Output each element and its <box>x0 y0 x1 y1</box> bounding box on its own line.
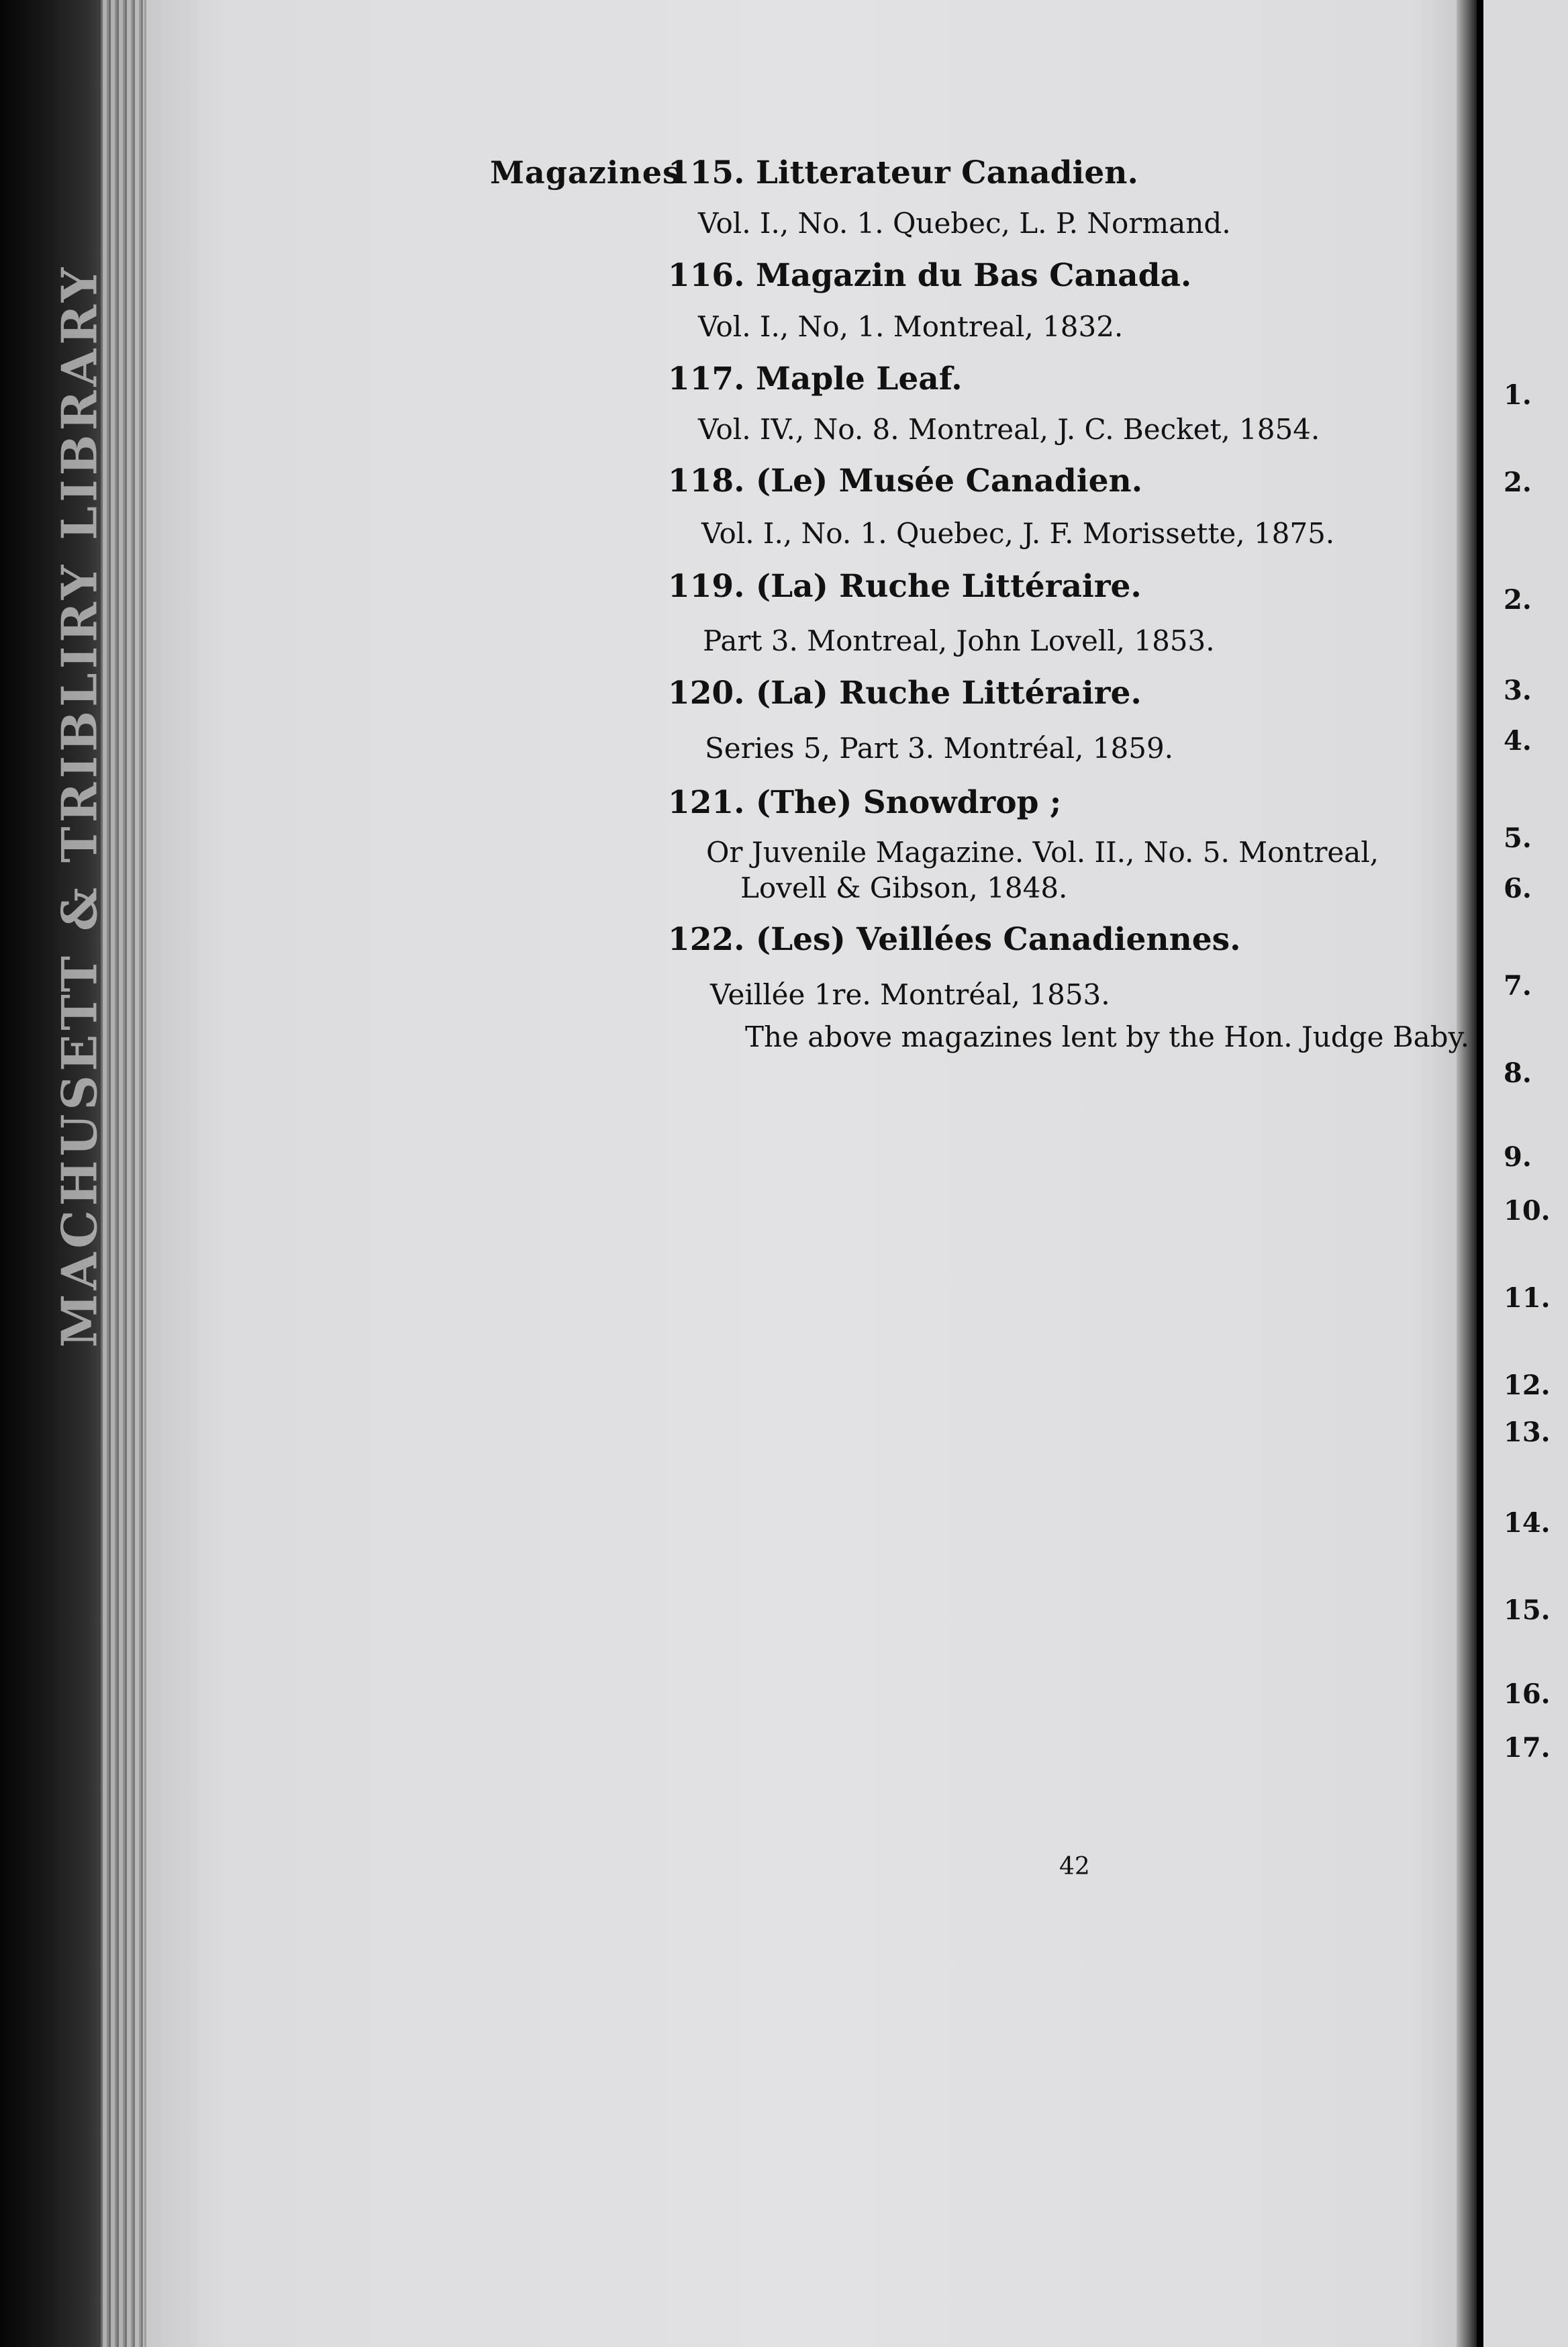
entry-title: 120. (La) Ruche Littéraire. <box>668 675 1142 712</box>
entry-details: Vol. IV., No. 8. Montreal, J. C. Becket, 1854. <box>698 413 1320 446</box>
entry-details: Series 5, Part 3. Montréal, 1859. <box>705 732 1174 765</box>
entry-title: 121. (The) Snowdrop ; <box>668 784 1062 821</box>
adjacent-page <box>1483 0 1568 2347</box>
entry-title: 118. (Le) Musée Canadien. <box>668 463 1143 499</box>
adjacent-page-number: 1. <box>1504 379 1532 411</box>
adjacent-page-number: 2. <box>1504 584 1532 616</box>
entry-details: Part 3. Montreal, John Lovell, 1853. <box>703 624 1215 657</box>
adjacent-page-number: 3. <box>1504 675 1532 706</box>
adjacent-page-number: 16. <box>1504 1678 1551 1710</box>
lender-note: The above magazines lent by the Hon. Judge Baby. <box>745 1020 1470 1053</box>
adjacent-page-number: 2. <box>1504 467 1532 498</box>
page-number: 42 <box>1059 1853 1090 1880</box>
adjacent-page-number: 17. <box>1504 1732 1551 1764</box>
adjacent-page-number: 14. <box>1504 1507 1551 1539</box>
entry-details: Vol. I., No, 1. Montreal, 1832. <box>698 310 1124 343</box>
entry-details: Vol. I., No. 1. Quebec, L. P. Normand. <box>698 207 1231 240</box>
adjacent-page-number: 11. <box>1504 1282 1551 1314</box>
section-label: Magazines <box>490 154 681 191</box>
spine-stamp-text: MACHUSETT & TRIBLIRY LIBRARY <box>50 263 108 1348</box>
adjacent-page-number: 15. <box>1504 1594 1551 1626</box>
page-gutter-shadow <box>1457 0 1477 2347</box>
adjacent-page-number: 13. <box>1504 1417 1551 1448</box>
entry-title: 115. Litterateur Canadien. <box>668 154 1138 191</box>
adjacent-page-number: 6. <box>1504 873 1532 904</box>
adjacent-page-number: 8. <box>1504 1057 1532 1089</box>
entry-details: Lovell & Gibson, 1848. <box>740 871 1068 904</box>
entry-details: Veillée 1re. Montréal, 1853. <box>710 978 1110 1011</box>
adjacent-page-number: 5. <box>1504 822 1532 854</box>
entry-title: 117. Maple Leaf. <box>668 361 963 397</box>
adjacent-page-number: 12. <box>1504 1370 1551 1401</box>
adjacent-page-number: 7. <box>1504 970 1532 1002</box>
entry-details: Vol. I., No. 1. Quebec, J. F. Morissette, 1875. <box>701 517 1335 550</box>
adjacent-page-number: 4. <box>1504 725 1532 757</box>
adjacent-page-number: 10. <box>1504 1195 1551 1227</box>
entry-title: 122. (Les) Veillées Canadiennes. <box>668 921 1241 958</box>
entry-details: Or Juvenile Magazine. Vol. II., No. 5. Montreal, <box>706 836 1379 869</box>
page <box>146 0 1465 2347</box>
entry-title: 119. (La) Ruche Littéraire. <box>668 568 1142 605</box>
adjacent-page-number: 9. <box>1504 1141 1532 1173</box>
entry-title: 116. Magazin du Bas Canada. <box>668 257 1192 294</box>
